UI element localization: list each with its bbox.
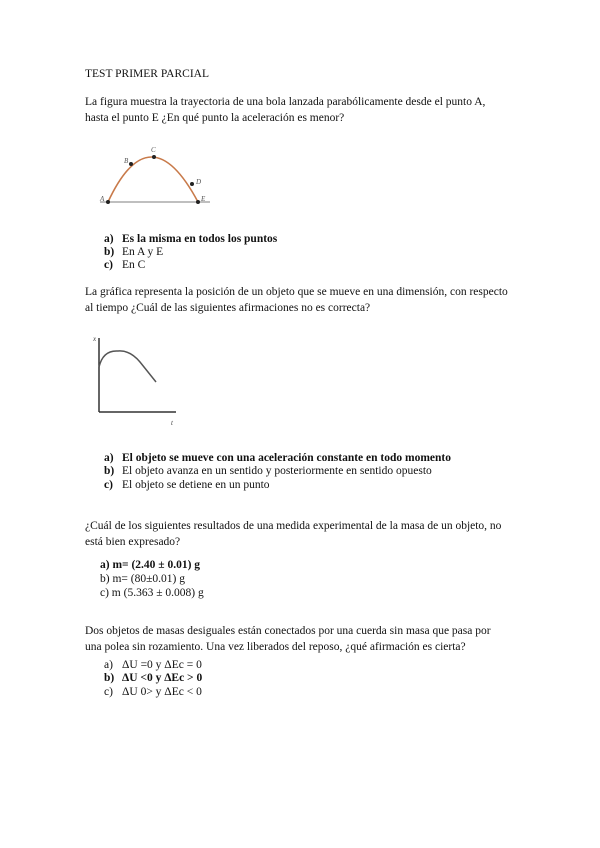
q2-option-c: c) El objeto se detiene en un punto	[104, 479, 270, 491]
q3-text-line: ¿Cuál de los siguientes resultados de una medida experimental de la masa de un objeto, no	[85, 520, 502, 532]
q2-option-b: b) El objeto avanza en un sentido y posteriormente en sentido opuesto	[104, 465, 432, 477]
point-label-a: A	[100, 195, 105, 203]
q3-text-line: está bien expresado?	[85, 536, 181, 548]
y-axis-label: x	[93, 335, 97, 343]
point-label-c: C	[151, 146, 156, 154]
q1-text-line: hasta el punto E ¿En qué punto la aceleración es menor?	[85, 112, 345, 124]
x-axis-label: t	[171, 419, 173, 427]
q1-text-line: La figura muestra la trayectoria de una bola lanzada parabólicamente desde el punto A,	[85, 96, 486, 108]
q4-text-line: Dos objetos de masas desiguales están conectados por una cuerda sin masa que pasa por	[85, 625, 491, 637]
point-label-b: B	[124, 157, 129, 165]
q4-option-c: c) ΔU 0> y ΔEc < 0	[104, 686, 202, 698]
position-time-graph	[88, 330, 198, 430]
page-title: TEST PRIMER PARCIAL	[85, 68, 209, 80]
q3-option-b: b) m= (80±0.01) g	[100, 573, 185, 585]
q1-option-a: a) Es la misma en todos los puntos	[104, 233, 278, 245]
trajectory-figure	[95, 142, 215, 208]
q2-option-a: a) El objeto se mueve con una aceleración constante en todo momento	[104, 452, 451, 464]
q4-text-line: una polea sin rozamiento. Una vez liberados del reposo, ¿qué afirmación es cierta?	[85, 641, 466, 653]
q4-option-b: b) ΔU <0 y ΔEc > 0	[104, 672, 203, 684]
q2-text-line: La gráfica representa la posición de un objeto que se mueve en una dimensión, con respecto	[85, 286, 508, 298]
q1-option-c: c) En C	[104, 259, 146, 271]
q4-option-a: a) ΔU =0 y ΔEc = 0	[104, 659, 202, 671]
q3-option-a: a) m= (2.40 ± 0.01) g	[100, 559, 201, 571]
point-label-e: E	[201, 195, 206, 203]
q1-option-b: b) En A y E	[104, 246, 164, 258]
q2-text-line: al tiempo ¿Cuál de las siguientes afirmaciones no es correcta?	[85, 302, 371, 314]
point-label-d: D	[196, 178, 202, 186]
q3-option-c: c) m (5.363 ± 0.008) g	[100, 587, 204, 599]
